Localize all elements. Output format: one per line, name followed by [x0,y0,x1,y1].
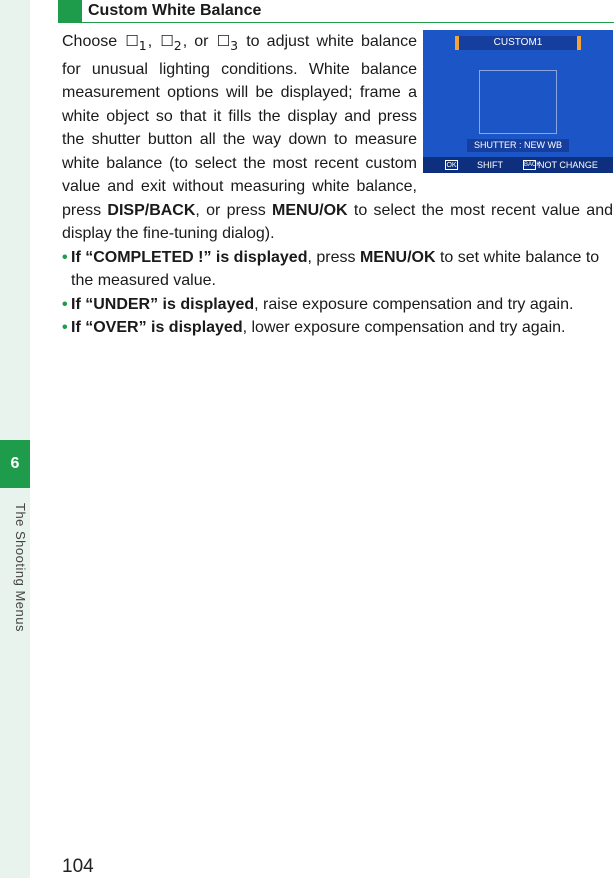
section-title: Custom White Balance [88,2,262,19]
custom-wb-2-icon: $☐_2$ [160,32,182,53]
page-number: 104 [62,856,94,877]
chapter-title: The Shooting Menus [13,502,28,632]
chapter-strip [0,0,30,878]
custom-wb-3-sub: 3 [230,38,239,53]
bullet-dot-icon: • [62,295,68,313]
custom-wb-1-icon: $☐_1$ [125,32,147,53]
custom-wb-3-icon: $☐_3$ [216,32,239,53]
bullet-dot-icon: • [62,248,68,266]
lcd-shift-label: SHIFT [477,160,503,170]
section-marker [58,0,82,22]
list-item [62,316,613,340]
bullet-tail: to set white balance to the measured value. [71,248,600,289]
intro-text-4: to select the most recent value and display the fine-tuning dialog). [62,201,613,242]
intro-sep-1: , [147,33,153,50]
list-item [62,246,613,293]
menu-ok-button-label: MENU/OK [272,201,348,219]
custom-wb-2-sub: 2 [173,38,182,53]
intro-text-3: , or press [195,201,266,219]
back-button-icon: BACK [524,162,541,168]
list-item [62,293,613,317]
disp-back-button-label: DISP/BACK [107,201,196,219]
bullet-dot-icon: • [62,319,68,336]
lcd-not-change-label: NOT CHANGE [538,160,598,170]
bullet-mid: , press [307,248,360,266]
intro-sep-2: , or [182,33,209,50]
section-header [58,0,614,23]
intro-spacer [417,30,613,176]
lcd-title: CUSTOM1 [455,36,581,50]
bullet-lead: If “UNDER” is displayed [71,295,255,313]
intro-text-2: to adjust white balance for unusual lighting conditions. White balance measurement options will be displayed; frame a white object so that it fills the display and press the shutter button all the way down to measure white balance (to select the most recent custom value and exit without measuring white balance, press [62,33,418,219]
body-text [62,30,613,340]
bullet-mid: , lower exposure compensation and try again. [242,319,566,336]
bullet-mid: , raise exposure compensation and try again. [254,295,574,313]
ok-button-icon: OK [446,162,457,169]
intro-text-1: Choose [62,33,118,50]
bullet-lead: If “COMPLETED !” is displayed [71,248,308,266]
bullet-lead: If “OVER” is displayed [71,319,243,336]
custom-wb-1-sub: 1 [138,38,147,53]
intro-paragraph [62,30,613,246]
chapter-number-tab: 6 [0,440,30,488]
result-bullet-list [62,246,613,340]
bullet-button-label: MENU/OK [359,248,436,266]
lcd-shutter-message: SHUTTER : NEW WB [467,139,569,152]
